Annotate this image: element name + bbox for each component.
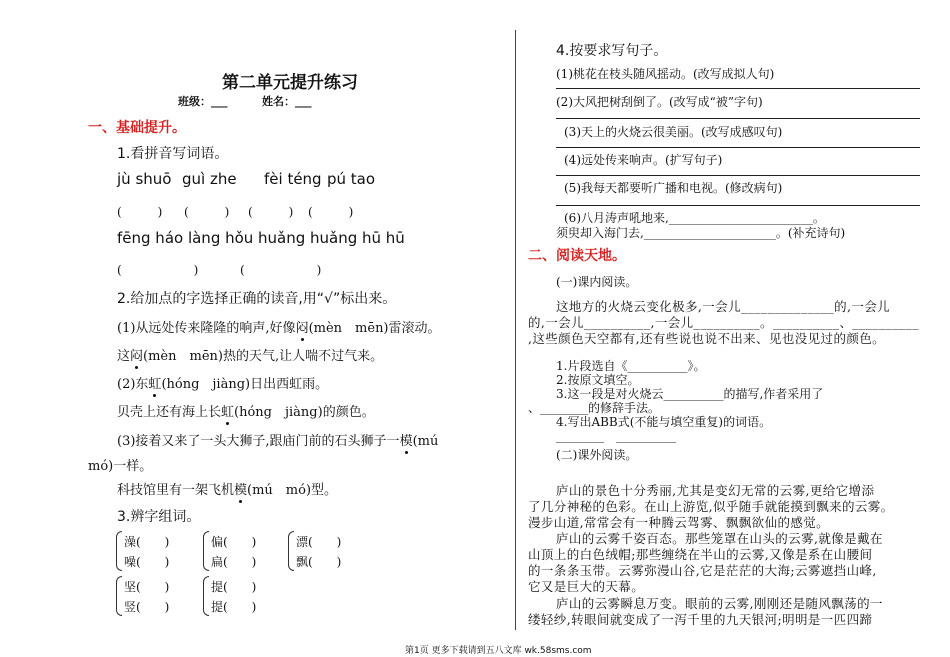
brace-4: [116, 576, 122, 616]
reading-q4: 4.写出ABB式(不能与填空重复)的词语。: [556, 415, 772, 429]
sentence-3: (3)天上的火烧云很美丽。(改写成感叹句): [564, 125, 783, 139]
q2-line-4: 贝壳上还有海上长虹(hóng jiàng)的颜色。: [117, 405, 375, 420]
answer-line-4[interactable]: [556, 175, 920, 176]
reading-q3b: 、________的修辞手法。: [528, 401, 661, 415]
question-2: 2.给加点的字选择正确的读音,用“√”标出来。: [117, 291, 397, 307]
sentence-5: (5)我每天都要听广播和电视。(修改病句): [564, 181, 783, 195]
section-basic: 一、基础提升。: [88, 120, 186, 136]
name-label: 姓名：___: [262, 95, 312, 108]
passage-1-line-1: 这地方的火烧云变化极多,一会儿______________的,一会儿: [556, 299, 891, 314]
section-reading: 二、阅读天地。: [528, 248, 626, 264]
q2-line-3: (2)东虹(hóng jiàng)日出西虹雨。: [117, 377, 329, 392]
q2-line-6: mó)一样。: [88, 459, 153, 474]
char-1a[interactable]: 澡( ): [124, 535, 170, 549]
page-footer: 第1页 更多下载请到五八文库 wk.58sms.com: [405, 646, 592, 656]
q2-line-1: (1)从远处传来隆隆的响声,好像闷(mèn mēn)雷滚动。: [117, 321, 441, 336]
brace-2: [203, 531, 209, 571]
answer-line-2[interactable]: [556, 118, 920, 119]
answer-line-5[interactable]: [556, 205, 920, 206]
char-4b[interactable]: 竖( ): [124, 600, 170, 614]
page-title: 第二单元提升练习: [222, 73, 358, 93]
pinyin-5: fēng háo làng hǒu: [117, 229, 254, 247]
char-4a[interactable]: 坚( ): [124, 580, 170, 594]
essay-line-5: 山顶上的白色绒帽;那些缠绕在半山的云雾,又像是系在山腰间: [528, 547, 873, 562]
reading-q3a: 3.这一段是对火烧云__________的描写,作者采用了: [556, 387, 824, 401]
brace-3: [288, 531, 294, 571]
dotted-char: 虹: [148, 377, 162, 392]
reading-2-heading: (二)课外阅读。: [556, 448, 638, 462]
char-5a[interactable]: 提( ): [211, 580, 257, 594]
q2-line-2: 这闷(mèn mēn)热的天气,让人喘不过气来。: [117, 349, 384, 364]
column-divider: [515, 30, 516, 630]
essay-line-4: 庐山的云雾千姿百态。那些笼罩在山头的云雾,就像是戴在: [556, 531, 883, 546]
answer-paren-6[interactable]: ( ): [240, 263, 322, 277]
dotted-char: 虹: [221, 405, 235, 420]
sentence-6a: (6)八月涛声吼地来,________________________。: [564, 211, 825, 225]
q2-line-7: 科技馆里有一架飞机模(mú mó)型。: [117, 483, 338, 498]
dotted-char: 模: [399, 434, 413, 449]
char-5b[interactable]: 提( ): [211, 600, 257, 614]
pinyin-6: huǎng huǎng hū hū: [258, 229, 405, 247]
essay-line-7: 它又是巨大的天幕。: [528, 579, 645, 594]
answer-paren-1[interactable]: ( ): [117, 205, 163, 219]
answer-paren-5[interactable]: ( ): [117, 263, 199, 277]
char-3b[interactable]: 飘( ): [296, 555, 342, 569]
essay-line-1: 庐山的景色十分秀丽,尤其是变幻无常的云雾,更给它增添: [556, 483, 875, 498]
sentence-4: (4)远处传来响声。(扩写句子): [564, 153, 723, 167]
char-3a[interactable]: 漂( ): [296, 535, 342, 549]
question-1: 1.看拼音写词语。: [117, 146, 229, 162]
pinyin-3: fèi téng: [264, 170, 322, 188]
answer-paren-3[interactable]: ( ): [248, 205, 294, 219]
answer-line-3[interactable]: [556, 147, 920, 148]
sentence-2: (2)大风把树刮倒了。(改写成“被”字句): [556, 95, 763, 109]
pinyin-1: jù shuō: [117, 170, 172, 188]
char-2a[interactable]: 偏( ): [211, 535, 257, 549]
pinyin-4: pú tao: [327, 170, 376, 188]
question-4: 4.按要求写句子。: [556, 43, 668, 59]
brace-1: [116, 531, 122, 571]
essay-line-9: 缕轻纱,转眼间就变成了一泻千里的九天银河;明明是一匹四蹄: [528, 612, 873, 627]
reading-1-heading: (一)课内阅读。: [556, 275, 638, 289]
question-3: 3.辨字组词。: [117, 509, 201, 525]
essay-line-3: 漫步山道,常常会有一种腾云驾雾、飘飘欲仙的感觉。: [528, 515, 830, 530]
sentence-1: (1)桃花在枝头随风摇动。(改写成拟人句): [556, 67, 775, 81]
class-label: 班级：___: [178, 95, 228, 108]
dotted-char: 闷: [295, 321, 309, 336]
reading-q4-blanks[interactable]: ________ __________: [556, 429, 677, 443]
dotted-char: 模: [234, 483, 248, 498]
answer-paren-2[interactable]: ( ): [184, 205, 230, 219]
brace-5: [203, 576, 209, 616]
answer-line-1[interactable]: [556, 88, 920, 89]
q2-line-5: (3)接着又来了一头大狮子,跟庙门前的石头狮子一模(mú: [117, 434, 439, 449]
essay-line-2: 了几分神秘的色彩。在山上游览,似乎随手就能摸到飘来的云雾。: [528, 499, 894, 514]
answer-paren-4[interactable]: ( ): [308, 205, 354, 219]
char-1b[interactable]: 噪( ): [124, 555, 170, 569]
pinyin-2: guì zhe: [182, 170, 237, 188]
essay-line-8: 庐山的云雾瞬息万变。眼前的云雾,刚刚还是随风飘荡的一: [556, 596, 883, 611]
essay-line-6: 的一条条玉带。云雾弥漫山谷,它是茫茫的大海;云雾遮挡山峰,: [528, 563, 877, 578]
reading-q1: 1.片段选自《__________》。: [556, 359, 706, 373]
passage-1-line-2: 的,一会儿__________,一会儿__________。__________、__________: [528, 315, 919, 330]
sentence-6b: 须臾却入海门去,______________________。(补充诗句): [556, 226, 846, 240]
reading-q2: 2.按原文填空。: [556, 373, 640, 387]
char-2b[interactable]: 扁( ): [211, 555, 257, 569]
passage-1-line-3: ,这些颜色天空都有,还有些说也说不出来、见也没见过的颜色。: [528, 331, 886, 346]
dotted-char: 闷: [130, 349, 144, 364]
